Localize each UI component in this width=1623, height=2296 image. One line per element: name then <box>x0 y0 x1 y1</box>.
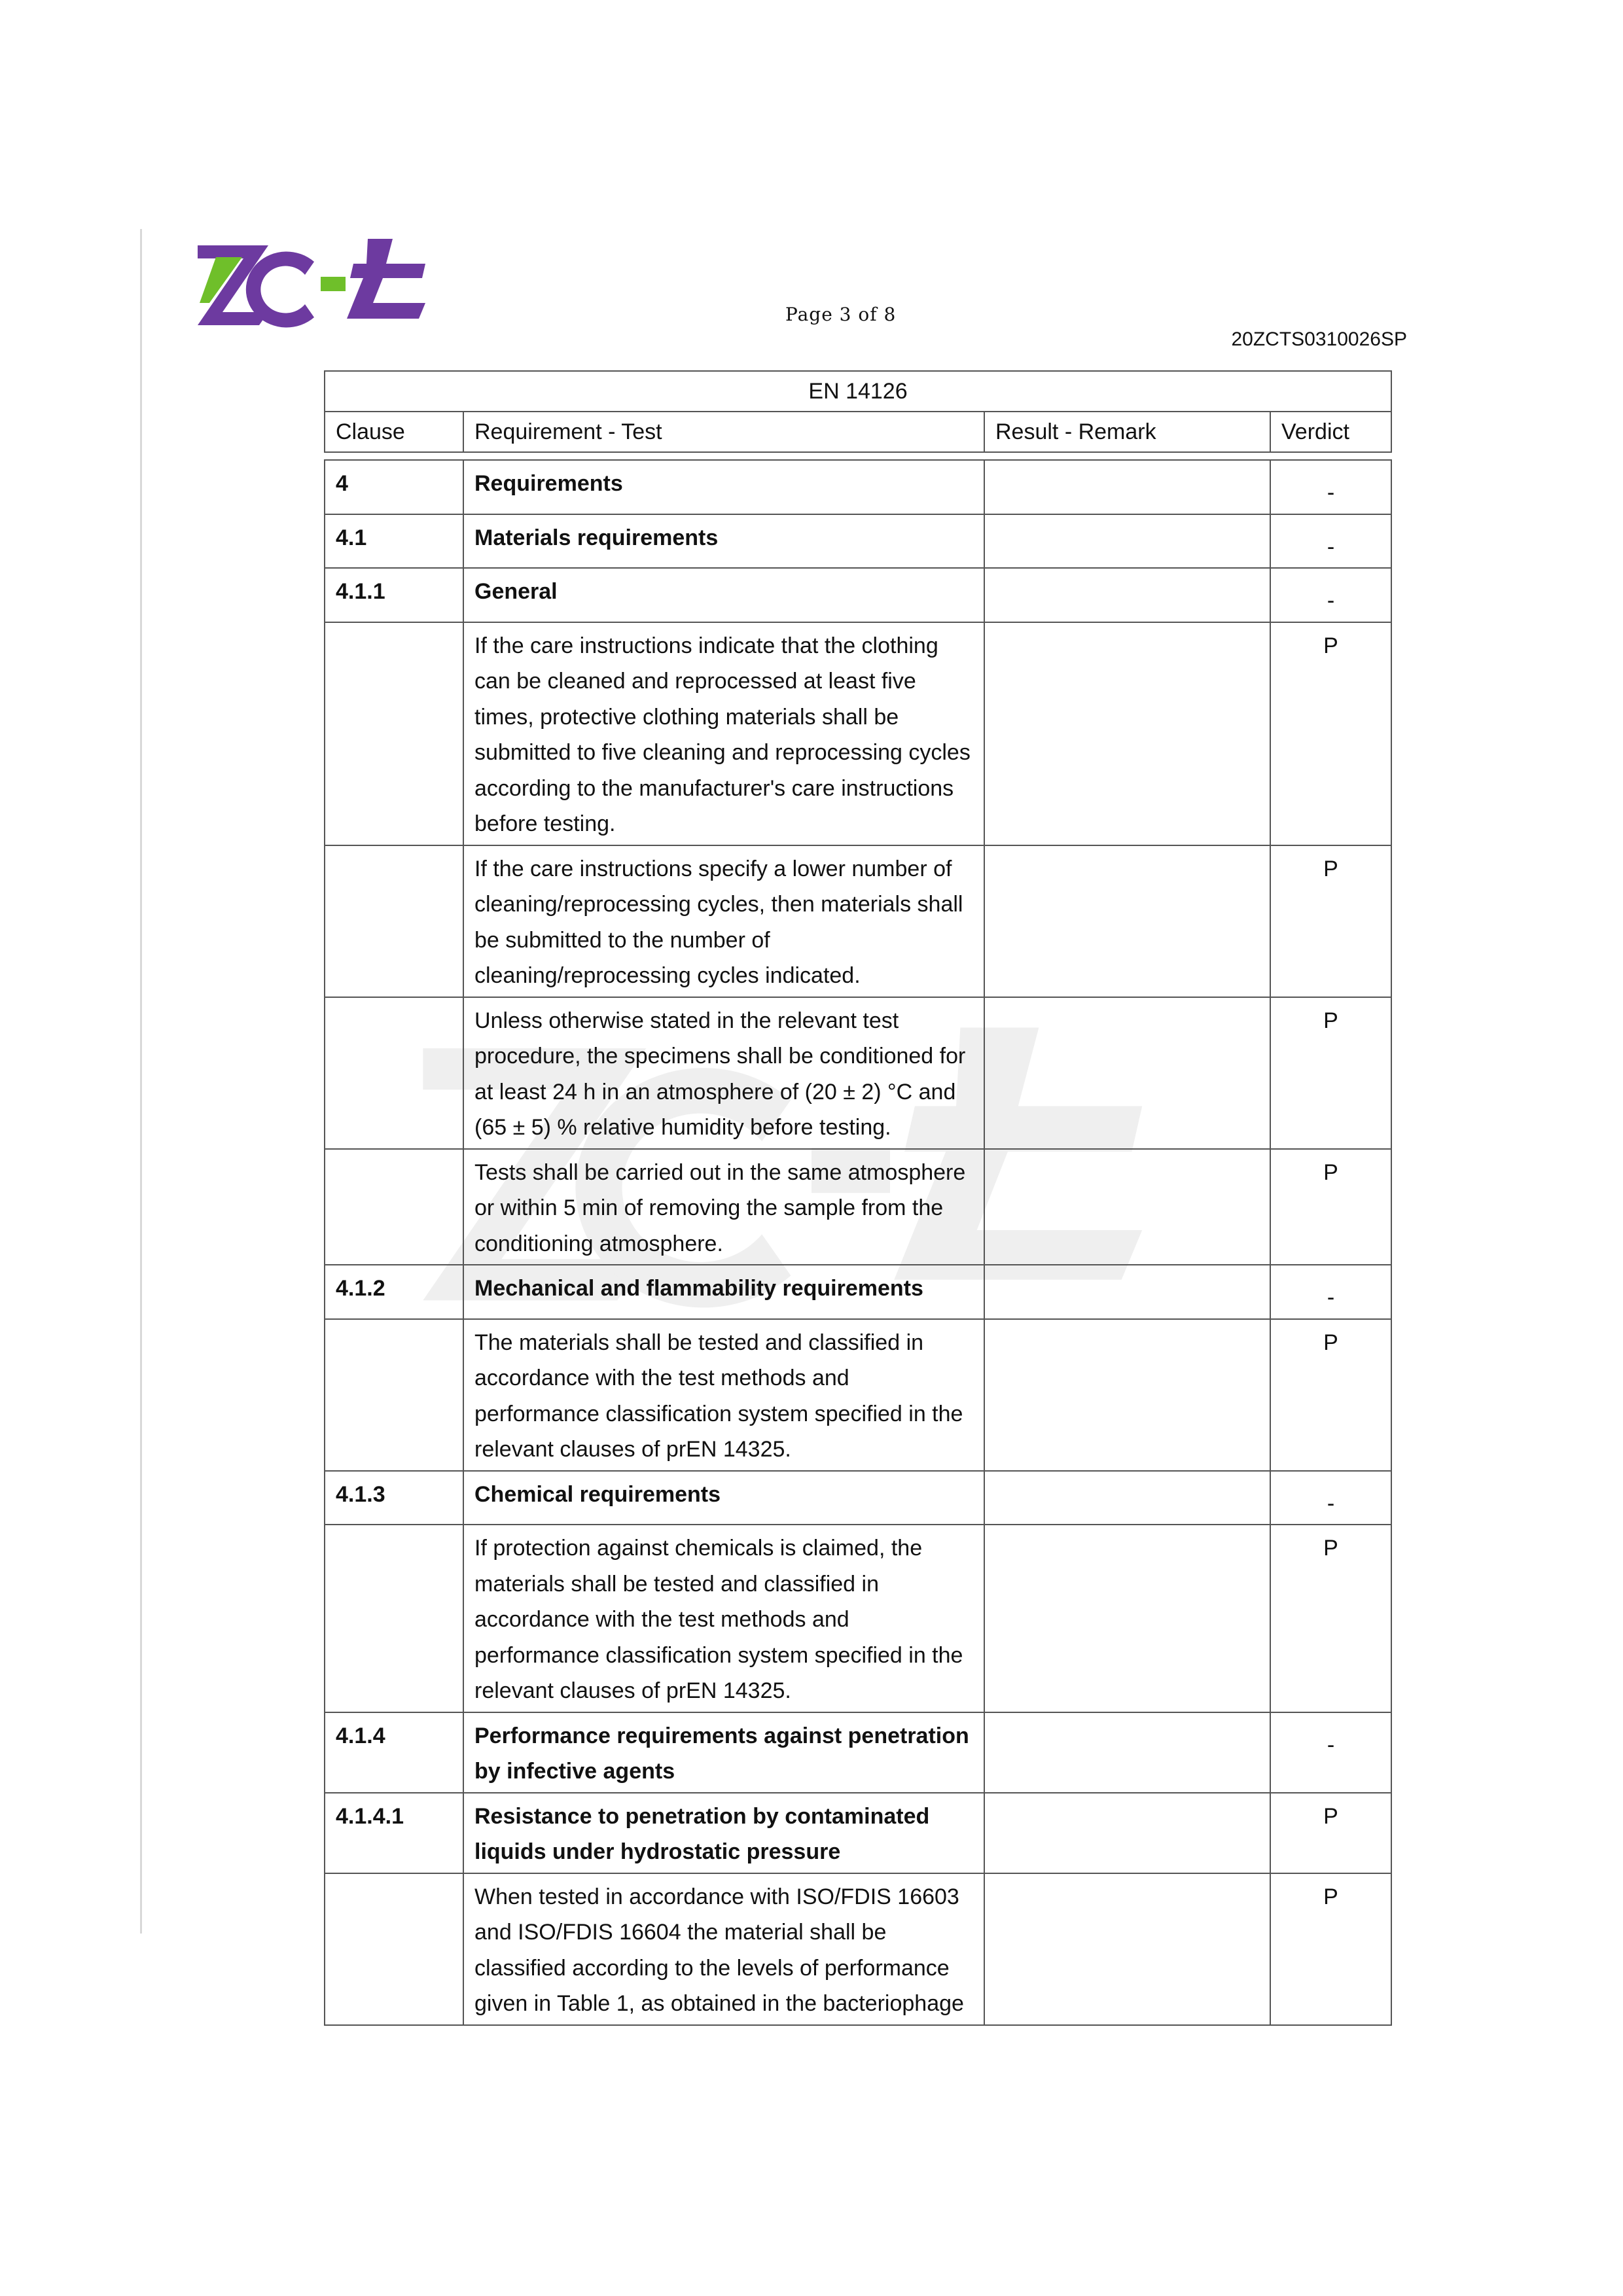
table-row <box>325 514 1391 569</box>
verdict-value: - <box>1327 480 1335 505</box>
report-number: 20ZCTS0310026SP <box>1231 328 1407 350</box>
verdict-cell <box>1270 1471 1391 1525</box>
clause-cell <box>325 622 463 845</box>
table-row <box>325 1149 1391 1265</box>
requirement-cell: The materials shall be tested and classified in accordance with the test methods and performance classification system specified in the relevant clauses of prEN 14325. <box>463 1319 984 1471</box>
verdict-cell <box>1270 1265 1391 1319</box>
clause-cell: 4.1 <box>325 514 463 569</box>
remark-cell <box>984 845 1270 997</box>
standard-title: EN 14126 <box>325 371 1391 412</box>
column-header-requirement: Requirement - Test <box>463 412 984 452</box>
requirements-table <box>324 459 1392 2026</box>
table-row <box>325 997 1391 1149</box>
table-row <box>325 1712 1391 1793</box>
remark-cell <box>984 1265 1270 1319</box>
verdict-cell: P <box>1270 1873 1391 2025</box>
clause-cell <box>325 1525 463 1712</box>
verdict-cell: P <box>1270 1319 1391 1471</box>
verdict-cell: P <box>1270 622 1391 845</box>
requirement-cell: Mechanical and flammability requirements <box>463 1265 984 1319</box>
requirement-cell: If the care instructions specify a lower number of cleaning/reprocessing cycles, then materials shall be submitted to the number of cleaning/reprocessing cycles indicated. <box>463 845 984 997</box>
clause-cell: 4.1.3 <box>325 1471 463 1525</box>
table-row <box>325 845 1391 997</box>
requirement-cell: Chemical requirements <box>463 1471 984 1525</box>
table-row <box>325 1525 1391 1712</box>
remark-cell <box>984 1149 1270 1265</box>
verdict-value: - <box>1327 534 1335 559</box>
verdict-cell <box>1270 514 1391 569</box>
requirement-cell: When tested in accordance with ISO/FDIS 16603 and ISO/FDIS 16604 the material shall be classified according to the levels of performance given in Table 1, as obtained in the bacteriophage <box>463 1873 984 2025</box>
requirement-cell: Requirements <box>463 460 984 514</box>
company-logo <box>196 226 445 330</box>
table-header <box>324 370 1392 453</box>
requirement-cell: General <box>463 568 984 622</box>
table-row <box>325 622 1391 845</box>
table-row <box>325 460 1391 514</box>
verdict-cell <box>1270 568 1391 622</box>
table-row <box>325 568 1391 622</box>
clause-cell: 4.1.4.1 <box>325 1793 463 1873</box>
remark-cell <box>984 514 1270 569</box>
verdict-cell: P <box>1270 1149 1391 1265</box>
table-row <box>325 1873 1391 2025</box>
remark-cell <box>984 1873 1270 2025</box>
clause-cell <box>325 1319 463 1471</box>
clause-cell <box>325 845 463 997</box>
remark-cell <box>984 1525 1270 1712</box>
table-row <box>325 1793 1391 1873</box>
requirement-cell: If the care instructions indicate that the clothing can be cleaned and reprocessed at least five times, protective clothing materials shall be submitted to five cleaning and reprocessing cycles according to the manufacturer's care instructions before testing. <box>463 622 984 845</box>
table-row <box>325 1319 1391 1471</box>
requirement-cell: Resistance to penetration by contaminated liquids under hydrostatic pressure <box>463 1793 984 1873</box>
verdict-cell <box>1270 460 1391 514</box>
verdict-cell: P <box>1270 997 1391 1149</box>
remark-cell <box>984 568 1270 622</box>
clause-cell <box>325 1149 463 1265</box>
verdict-value: - <box>1327 1491 1335 1516</box>
requirement-cell: Materials requirements <box>463 514 984 569</box>
requirement-cell: If protection against chemicals is claimed, the materials shall be tested and classified in accordance with the test methods and performance classification system specified in the relevant clauses of prEN 14325. <box>463 1525 984 1712</box>
verdict-value: - <box>1327 588 1335 613</box>
verdict-cell: P <box>1270 1525 1391 1712</box>
left-margin-rule <box>140 229 142 1934</box>
verdict-value: - <box>1327 1732 1335 1757</box>
remark-cell <box>984 460 1270 514</box>
table-row <box>325 1265 1391 1319</box>
requirement-cell: Tests shall be carried out in the same atmosphere or within 5 min of removing the sample from the conditioning atmosphere. <box>463 1149 984 1265</box>
column-header-verdict: Verdict <box>1270 412 1391 452</box>
page-number: Page 3 of 8 <box>785 304 897 325</box>
clause-cell: 4.1.1 <box>325 568 463 622</box>
remark-cell <box>984 1793 1270 1873</box>
clause-cell <box>325 997 463 1149</box>
verdict-cell: P <box>1270 845 1391 997</box>
clause-cell: 4.1.2 <box>325 1265 463 1319</box>
clause-cell: 4.1.4 <box>325 1712 463 1793</box>
column-header-result: Result - Remark <box>984 412 1270 452</box>
remark-cell <box>984 1712 1270 1793</box>
requirement-cell: Performance requirements against penetration by infective agents <box>463 1712 984 1793</box>
remark-cell <box>984 1471 1270 1525</box>
remark-cell <box>984 622 1270 845</box>
remark-cell <box>984 1319 1270 1471</box>
clause-cell <box>325 1873 463 2025</box>
verdict-cell: P <box>1270 1793 1391 1873</box>
table-row <box>325 1471 1391 1525</box>
verdict-value: - <box>1327 1285 1335 1310</box>
column-header-clause: Clause <box>325 412 463 452</box>
clause-cell: 4 <box>325 460 463 514</box>
verdict-cell <box>1270 1712 1391 1793</box>
remark-cell <box>984 997 1270 1149</box>
requirement-cell: Unless otherwise stated in the relevant test procedure, the specimens shall be conditioned for at least 24 h in an atmosphere of (20 ± 2) °C and (65 ± 5) % relative humidity before testing. <box>463 997 984 1149</box>
